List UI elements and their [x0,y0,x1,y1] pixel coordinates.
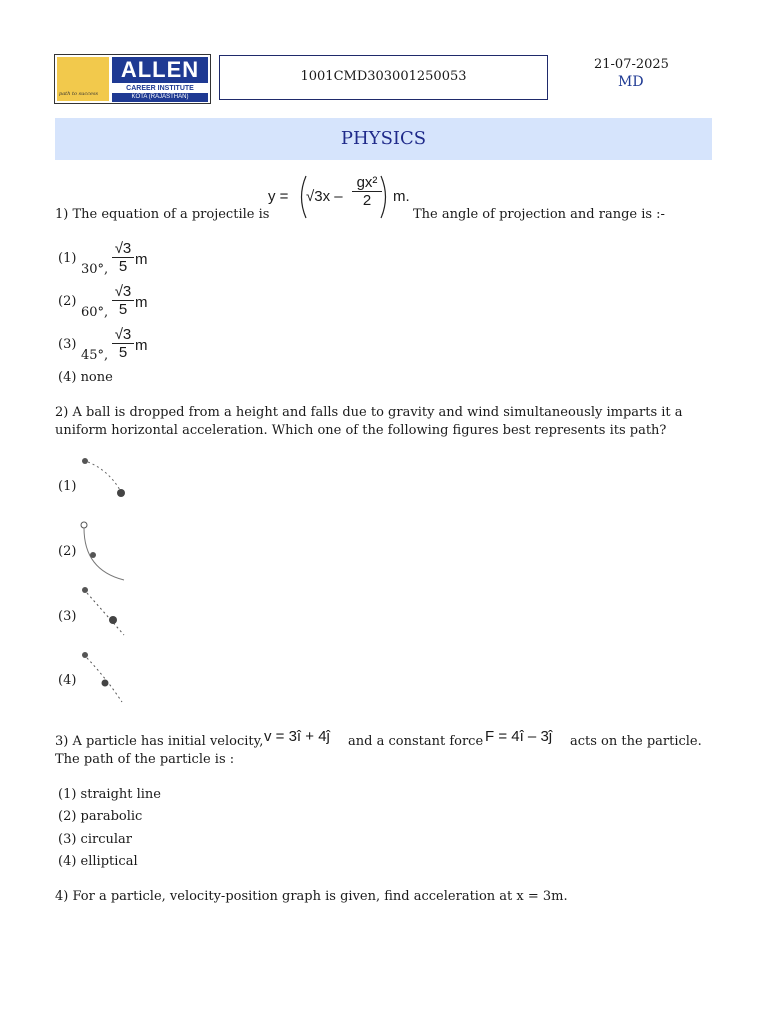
q2-path-figure-1 [78,452,130,504]
q1-equation: y = √3x – $\frac{\text{gx²}}{2}$ m. [266,172,411,222]
q3-middle: and a constant force [348,734,484,749]
q2-option-3-label[interactable]: (3) [58,609,77,624]
paper-mode: MD [618,74,644,90]
q3-prefix: 3) A particle has initial velocity, [55,734,264,749]
q3-option-1[interactable]: (1) straight line [58,787,161,802]
q3-velocity-vector: v = 3î + 4ĵ [264,728,330,745]
paper-date: 21-07-2025 [594,57,669,72]
q1-option-2[interactable]: (2) 60°, $\frac{√3}{5}$ m [58,283,148,320]
section-title: PHYSICS [55,118,712,160]
paren-right-icon [379,174,391,220]
q1-prefix: 1) The equation of a projectile is [55,207,270,222]
q4-text: 4) For a particle, velocity-position graph is given, find acceleration at x = 3m. [55,889,568,904]
paper-code: 1001CMD303001250053 [219,55,548,100]
logo-tagline: path to success [59,91,99,97]
q3-force-vector: F = 4î – 3ĵ [485,728,553,745]
q2-option-1-label[interactable]: (1) [58,479,77,494]
q1-option-3[interactable]: (3) 45°, $\frac{√3}{5}$ m [58,326,148,363]
logo-wordmark: ALLEN [112,57,208,83]
logo-city: KOTA (RAJASTHAN) [112,93,208,102]
q2-line-1: 2) A ball is dropped from a height and falls due to gravity and wind simultaneously imparts it a [55,405,683,420]
q2-option-2-label[interactable]: (2) [58,544,77,559]
q3-suffix: acts on the particle. [570,734,702,749]
q2-option-4-label[interactable]: (4) [58,673,77,688]
q1-option-1[interactable]: (1) 30°, $\frac{√3}{5}$ m [58,240,148,277]
q3-option-3[interactable]: (3) circular [58,832,132,847]
q1-suffix: The angle of projection and range is :- [413,207,665,222]
q2-line-2: uniform horizontal acceleration. Which one of the following figures best represents its path? [55,423,667,438]
q1-option-4[interactable]: (4) none [58,370,113,385]
allen-logo [54,54,211,104]
q2-path-figure-4 [78,648,130,706]
q2-path-figure-2 [78,518,130,584]
logo-subtitle: CAREER INSTITUTE [126,85,194,92]
q3-option-4[interactable]: (4) elliptical [58,854,138,869]
q3-line-2: The path of the particle is : [55,752,235,767]
q2-path-figure-3 [78,583,130,639]
q3-option-2[interactable]: (2) parabolic [58,809,143,824]
